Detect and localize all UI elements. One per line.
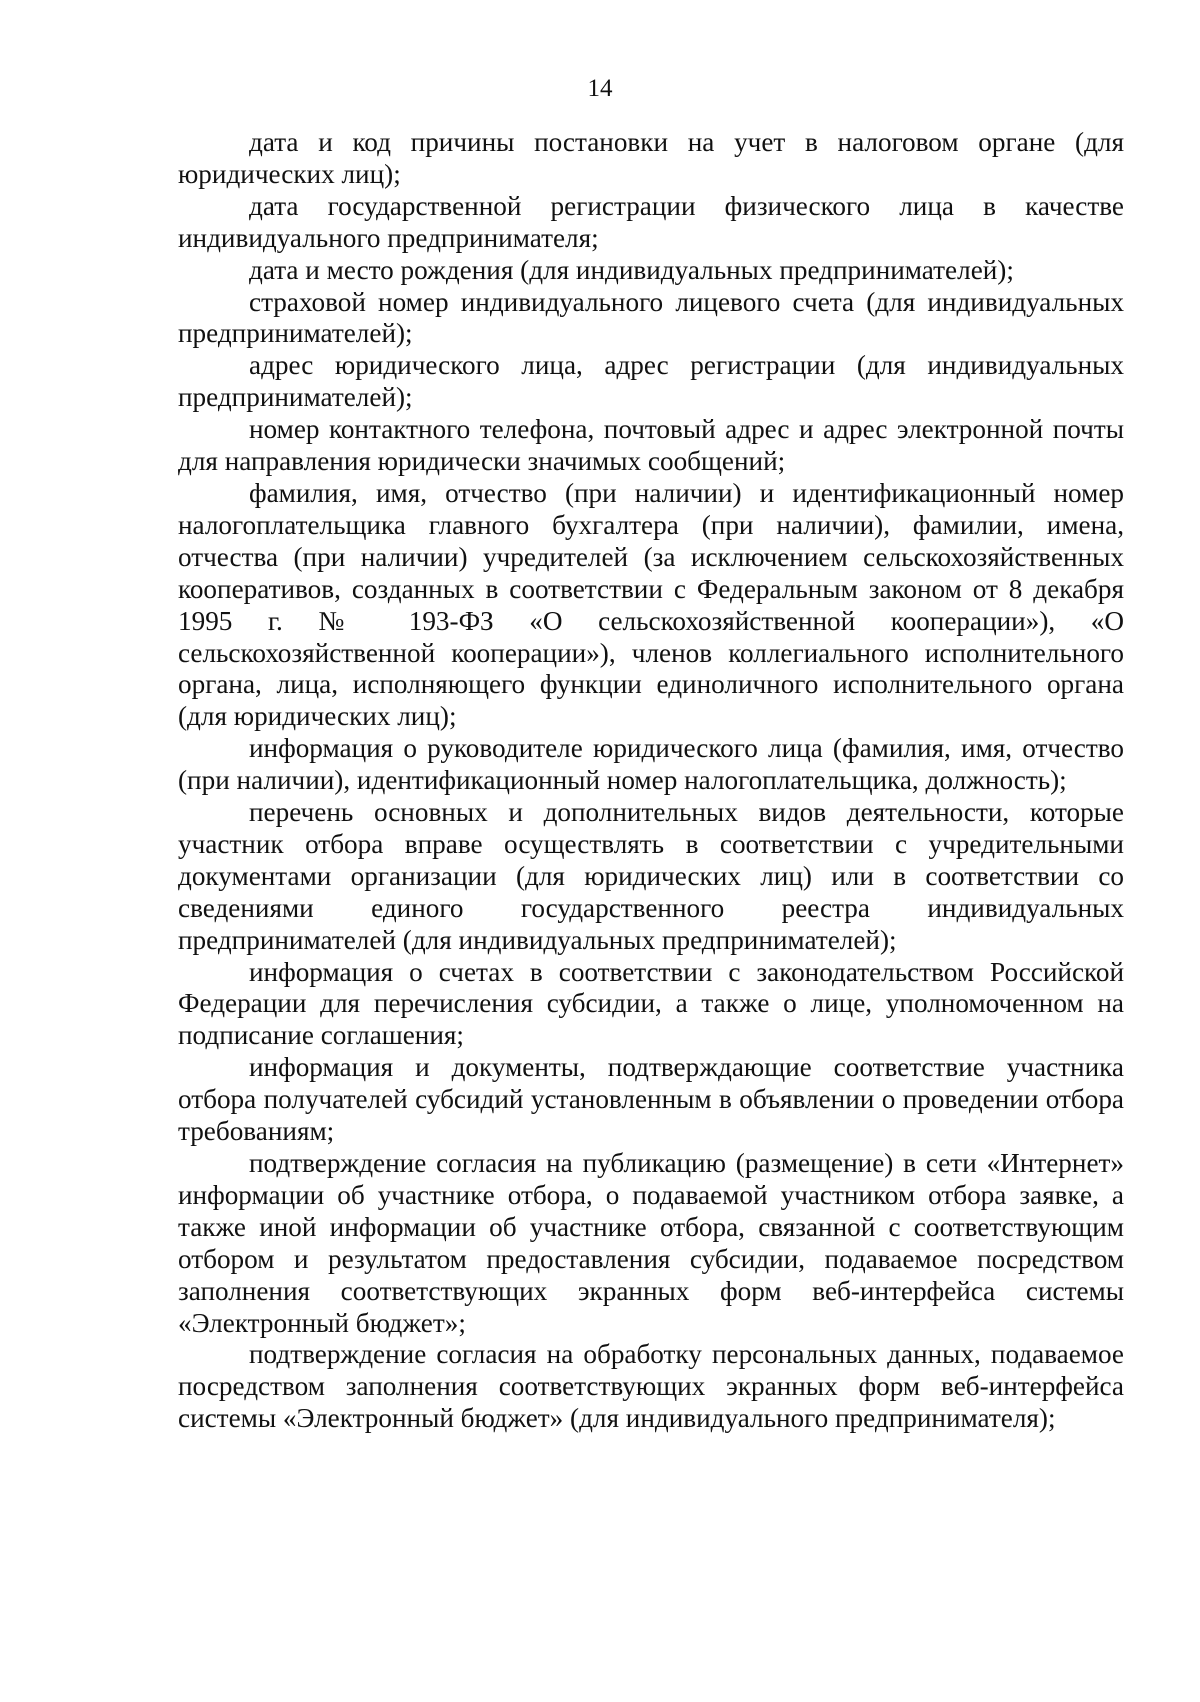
page-number: 14: [587, 75, 613, 102]
paragraph-personal-data-consent: подтверждение согласия на обработку персональных данных, подаваемое посредством заполнения соответствующих экранных форм веб-интерфейса системы «Электронный бюджет» (для индивидуального предпринимателя);: [178, 1339, 1124, 1434]
paragraph-compliance-documents: информация и документы, подтверждающие соответствие участника отбора получателей субсидий установленным в объявлении о проведении отбора требованиям;: [178, 1052, 1124, 1147]
paragraph-birth-date-place: дата и место рождения (для индивидуальных предпринимателей);: [249, 254, 1014, 285]
paragraph-tax-registration: дата и код причины постановки на учет в налоговом органе (для юридических лиц);: [178, 127, 1124, 189]
paragraph-publication-consent: подтверждение согласия на публикацию (размещение) в сети «Интернет» информации об участнике отбора, о подаваемой участником отбора заявке, а также иной информации об участнике отбора, связанной с соответствующим отбором и результатом предоставления субсидии, подаваемое посредством заполнения соответствующих экранных форм веб-интерфейса системы «Электронный бюджет»;: [178, 1148, 1124, 1338]
paragraph-activity-types: перечень основных и дополнительных видов деятельности, которые участник отбора вправе осуществлять в соответствии с учредительными документами организации (для юридических лиц) или в соответствии со сведениями единого государственного реестра индивидуальных предпринимателей (для индивидуальных предпринимателей);: [178, 797, 1124, 955]
paragraph-state-registration-date: дата государственной регистрации физического лица в качестве индивидуального предпринимателя;: [178, 190, 1124, 253]
document-body: [178, 127, 1124, 1435]
paragraph-contact-info: номер контактного телефона, почтовый адрес и адрес электронной почты для направления юридически значимых сообщений;: [178, 414, 1124, 477]
paragraph-founders-accountant: фамилия, имя, отчество (при наличии) и идентификационный номер налогоплательщика главного бухгалтера (при наличии), фамилии, имена, отчества (при наличии) учредителей (за исключением сельскохозяйственных кооперативов, созданных в соответствии с Федеральным законом от 8 декабря 1995 г. № 193-ФЗ «О сельскохозяйственной кооперации»), «О сельскохозяйственной кооперации»), членов коллегиального исполнительного органа, лица, исполняющего функции единоличного исполнительного органа (для юридических лиц);: [178, 477, 1124, 732]
paragraph-address: адрес юридического лица, адрес регистрации (для индивидуальных предпринимателей);: [178, 350, 1124, 413]
paragraph-head-info: информация о руководителе юридического лица (фамилия, имя, отчество (при наличии), идентификационный номер налогоплательщика, должность);: [178, 733, 1124, 796]
paragraph-insurance-number: страховой номер индивидуального лицевого счета (для индивидуальных предпринимателей);: [178, 286, 1124, 349]
paragraph-bank-accounts: информация о счетах в соответствии с законодательством Российской Федерации для перечисления субсидии, а также о лице, уполномоченном на подписание соглашения;: [178, 956, 1124, 1051]
